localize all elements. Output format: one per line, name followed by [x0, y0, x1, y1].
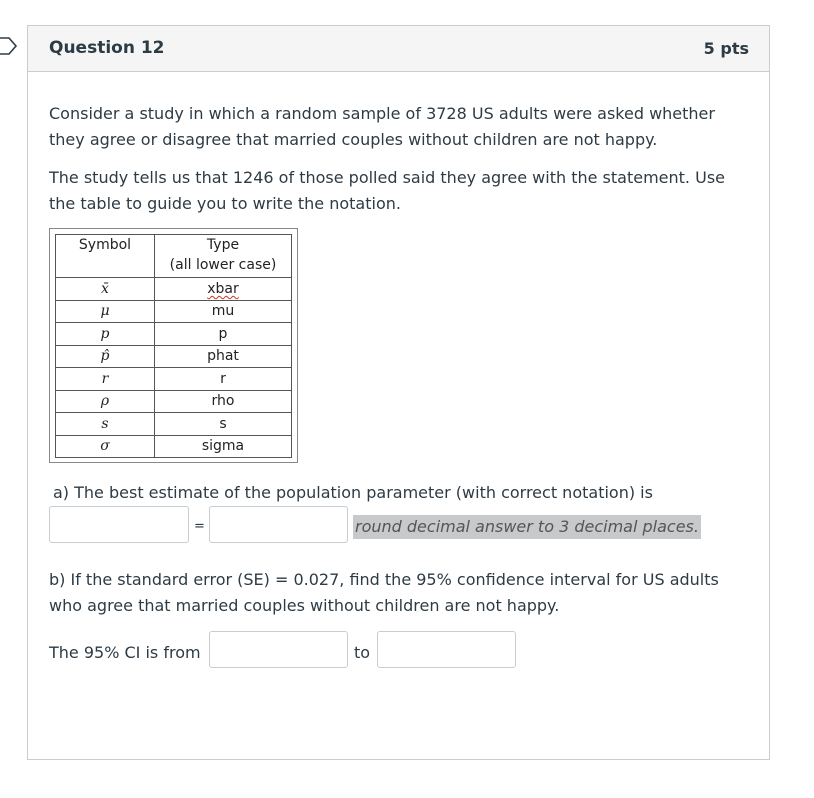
question-paragraph-2: The study tells us that 1246 of those polled said they agree with the statement. Use the table to guide you to write the notation.	[49, 168, 725, 213]
symbol-cell: σ	[56, 435, 155, 458]
ci-lower-input[interactable]	[209, 631, 348, 668]
type-cell: xbar	[155, 278, 292, 301]
equals-sign: =	[194, 519, 205, 534]
type-cell: r	[155, 368, 292, 391]
table-row	[56, 278, 292, 301]
type-cell: phat	[155, 345, 292, 368]
symbol-cell: r	[56, 368, 155, 391]
table-row	[56, 413, 292, 436]
notation-table	[49, 228, 298, 463]
part-b-prompt: b) If the standard error (SE) = 0.027, find the 95% confidence interval for US adults who agree that married couples without children are not happy.	[49, 570, 719, 615]
ci-upper-input[interactable]	[377, 631, 516, 668]
table-row	[56, 368, 292, 391]
symbol-cell: μ	[56, 300, 155, 323]
table-row	[56, 323, 292, 346]
ci-label: The 95% CI is from	[49, 643, 201, 662]
symbol-cell: s	[56, 413, 155, 436]
type-cell: s	[155, 413, 292, 436]
question-title: Question 12	[49, 38, 165, 58]
table-row	[56, 345, 292, 368]
symbol-cell: x̄	[56, 278, 155, 301]
part-a-prompt: a) The best estimate of the population parameter (with correct notation) is	[53, 483, 653, 502]
type-cell: mu	[155, 300, 292, 323]
flag-question-icon[interactable]	[0, 37, 18, 55]
rounding-hint: round decimal answer to 3 decimal places.	[353, 515, 701, 539]
part-a-notation-input[interactable]	[49, 506, 189, 543]
question-header	[28, 26, 769, 72]
table-header-type: Type (all lower case)	[155, 235, 292, 278]
ci-to-label: to	[354, 643, 371, 662]
question-paragraph-1: Consider a study in which a random sample of 3728 US adults were asked whether they agree or disagree that married couples without children are not happy.	[49, 104, 715, 149]
table-row	[56, 300, 292, 323]
type-cell: p	[155, 323, 292, 346]
part-a-value-input[interactable]	[209, 506, 348, 543]
question-points: 5 pts	[703, 39, 749, 58]
symbol-cell: ρ	[56, 390, 155, 413]
table-row	[56, 435, 292, 458]
table-header-symbol: Symbol	[56, 235, 155, 278]
type-cell: rho	[155, 390, 292, 413]
symbol-cell: p̂	[56, 345, 155, 368]
table-row	[56, 390, 292, 413]
type-cell: sigma	[155, 435, 292, 458]
symbol-cell: p	[56, 323, 155, 346]
question-card	[27, 25, 770, 760]
